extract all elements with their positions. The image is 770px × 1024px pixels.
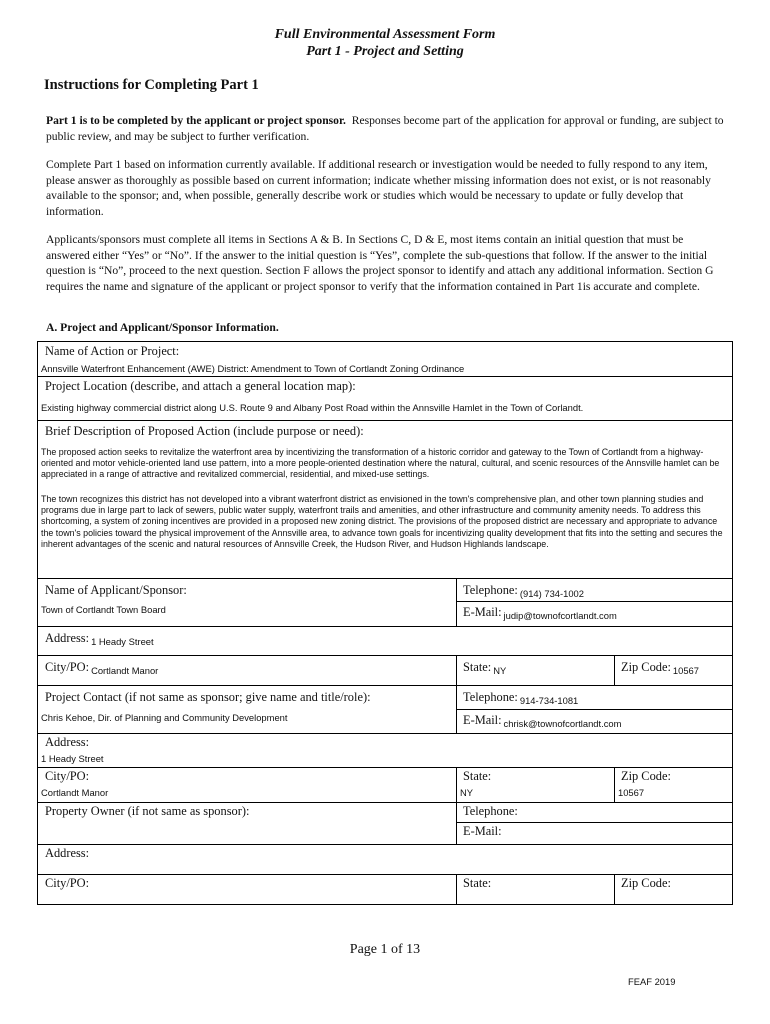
applicant-zip-field[interactable]: 10567	[672, 665, 699, 676]
applicant-zip-label: Zip Code: $_{10567}$	[621, 660, 699, 676]
form-code: FEAF 2019	[628, 976, 676, 987]
contact-zip-cell	[614, 768, 732, 802]
applicant-city-field[interactable]: Cortlandt Manor	[91, 665, 159, 676]
project-location-label: Project Location (describe, and attach a general location map):	[45, 379, 356, 393]
applicant-telephone-label: Telephone: $_{(914) 734-1002}$	[463, 583, 584, 599]
contact-address-label: Address:	[45, 735, 90, 749]
contact-state-field[interactable]: NY	[460, 787, 474, 798]
divider	[457, 709, 733, 710]
contact-telephone-field[interactable]: 914-734-1081	[519, 695, 579, 706]
applicant-city-row	[38, 656, 732, 686]
owner-contact-cell	[456, 803, 732, 844]
owner-city-label[interactable]: City/PO:	[45, 876, 90, 890]
contact-telephone-label: Telephone: $_{914-734-1081}$	[463, 690, 579, 706]
action-name-field[interactable]: Annsville Waterfront Enhancement (AWE) District: Amendment to Town of Cortlandt Zoning Ordinance	[41, 363, 465, 374]
owner-zip-label[interactable]: Zip Code:	[621, 876, 671, 890]
action-name-row	[38, 342, 732, 377]
page-number: Page 1 of 13	[349, 942, 421, 957]
applicant-email-field[interactable]: judip@townofcortlandt.com	[503, 610, 617, 621]
contact-contact-cell	[456, 686, 732, 733]
contact-address-field[interactable]: 1 Heady Street	[41, 753, 104, 764]
contact-city-row	[38, 768, 732, 803]
contact-name-row	[38, 686, 732, 734]
contact-state-label: State:	[463, 769, 492, 783]
contact-zip-label: Zip Code:	[621, 769, 671, 783]
project-location-row	[38, 377, 732, 421]
applicant-address-label: Address: $_{1 Heady Street}$	[45, 631, 154, 647]
contact-city-field[interactable]: Cortlandt Manor	[41, 787, 109, 798]
contact-city-label: City/PO:	[45, 769, 90, 783]
owner-city-row	[38, 875, 732, 904]
description-paragraph-1[interactable]: The proposed action seeks to revitalize the waterfront area by incentivizing the transformation of a historic corridor and gateway to the Town of Cortlandt from a highway-oriented and motor vehicle-oriented land use pattern, into a more people-oriented destination where the natural, cultural, and scenic resources of the Annsville hamlet can be appreciated in a range of attractive and revitalized commercial, residential, and mixed-use settings.	[41, 447, 720, 480]
contact-email-label: E-Mail: $_{chrisk@townofcortlandt.com}$	[463, 713, 622, 729]
owner-email-label[interactable]: E-Mail:	[463, 824, 502, 838]
contact-name-label: Project Contact (if not same as sponsor; give name and title/role):	[45, 690, 371, 704]
applicant-state-label: State: $_{NY}$	[463, 660, 507, 676]
description-paragraph-2[interactable]: The town recognizes this district has not developed into a vibrant waterfront district as envisioned in the town's comprehensive plan, and other town planning studies and programs due in large part to lack of sewers, public water supply, waterfront trails and amenities, and other infrastructure and community amenity needs. To address this shortcoming, a system of zoning incentives are provided in a proposed new zoning district. The provisions of the proposed district are necessary and appropriate to advance the town's policies toward the physical improvement of the Annsville area, to advance town goals for incentivizing quality development that fits into the setting and secures the inherent advantages of the scenic and natural resources of Annsville Creek, the Hudson River, and Hudson Highlands landscape.	[41, 494, 723, 549]
owner-address-row	[38, 845, 732, 875]
contact-email-field[interactable]: chrisk@townofcortlandt.com	[503, 718, 622, 729]
contact-address-row	[38, 734, 732, 768]
divider	[457, 601, 733, 602]
applicant-name-row	[38, 579, 732, 627]
form-subtitle: Part 1 - Project and Setting	[306, 44, 464, 59]
applicant-name-label: Name of Applicant/Sponsor:	[45, 583, 187, 597]
applicant-contact-cell	[456, 579, 732, 626]
contact-zip-field[interactable]: 10567	[618, 787, 645, 798]
instructions-heading: Instructions for Completing Part 1	[44, 77, 259, 93]
applicant-state-field[interactable]: NY	[493, 665, 507, 676]
owner-address-label[interactable]: Address:	[45, 846, 90, 860]
owner-telephone-label[interactable]: Telephone:	[463, 804, 518, 818]
section-a-heading: A. Project and Applicant/Sponsor Information.	[46, 321, 279, 334]
divider	[457, 822, 733, 823]
applicant-email-label: E-Mail: $_{judip@townofcortlandt.com}$	[463, 605, 617, 621]
description-row	[38, 421, 732, 579]
applicant-city-label: City/PO: $_{Cortlandt Manor}$	[45, 660, 159, 676]
instructions-p1-bold: Part 1 is to be completed by the applicant or project sponsor.	[46, 114, 346, 127]
applicant-telephone-field[interactable]: (914) 734-1002	[519, 588, 584, 599]
applicant-state-cell	[456, 656, 614, 685]
applicant-form	[37, 341, 733, 905]
project-location-field[interactable]: Existing highway commercial district along U.S. Route 9 and Albany Post Road within the Annsville Hamlet in the Town of Corlandt.	[41, 402, 584, 413]
owner-zip-cell	[614, 875, 732, 904]
contact-state-cell	[456, 768, 614, 802]
owner-state-label[interactable]: State:	[463, 876, 492, 890]
owner-name-row	[38, 803, 732, 845]
instructions-p1-rest: Responses become part of the application for approval or funding, are subject to public review, and may be subject to further verification.	[46, 114, 724, 143]
instructions-paragraph-1	[46, 113, 726, 144]
applicant-address-field[interactable]: 1 Heady Street	[91, 636, 154, 647]
applicant-name-field[interactable]: Town of Cortlandt Town Board	[41, 604, 166, 615]
applicant-zip-cell	[614, 656, 732, 685]
applicant-address-row	[38, 627, 732, 656]
contact-name-field[interactable]: Chris Kehoe, Dir. of Planning and Community Development	[41, 712, 288, 723]
instructions-paragraph-3: Applicants/sponsors must complete all items in Sections A & B. In Sections C, D & E, most items contain an initial question that must be answered either “Yes” or “No”. If the answer to the initial question is “Yes”, complete the sub-questions that follow. If the answer to the initial question is “No”, proceed to the next question. Section F allows the project sponsor to identify and attach any additional information. Section G requires the name and signature of the applicant or project sponsor to verify that the information contained in Part 1is accurate and complete.	[46, 233, 714, 293]
description-label: Brief Description of Proposed Action (include purpose or need):	[45, 424, 364, 438]
owner-state-cell	[456, 875, 614, 904]
form-title: Full Environmental Assessment Form	[274, 27, 496, 42]
instructions-paragraph-2: Complete Part 1 based on information currently available. If additional research or investigation would be needed to fully respond to any item, please answer as thoroughly as possible based on current information; indicate whether missing information does not exist, or is not reasonably available to the sponsor; and, when possible, generally describe work or studies which would be necessary to update or fully develop that information.	[46, 158, 711, 218]
owner-name-label[interactable]: Property Owner (if not same as sponsor):	[45, 804, 250, 818]
action-name-label: Name of Action or Project:	[45, 344, 180, 358]
